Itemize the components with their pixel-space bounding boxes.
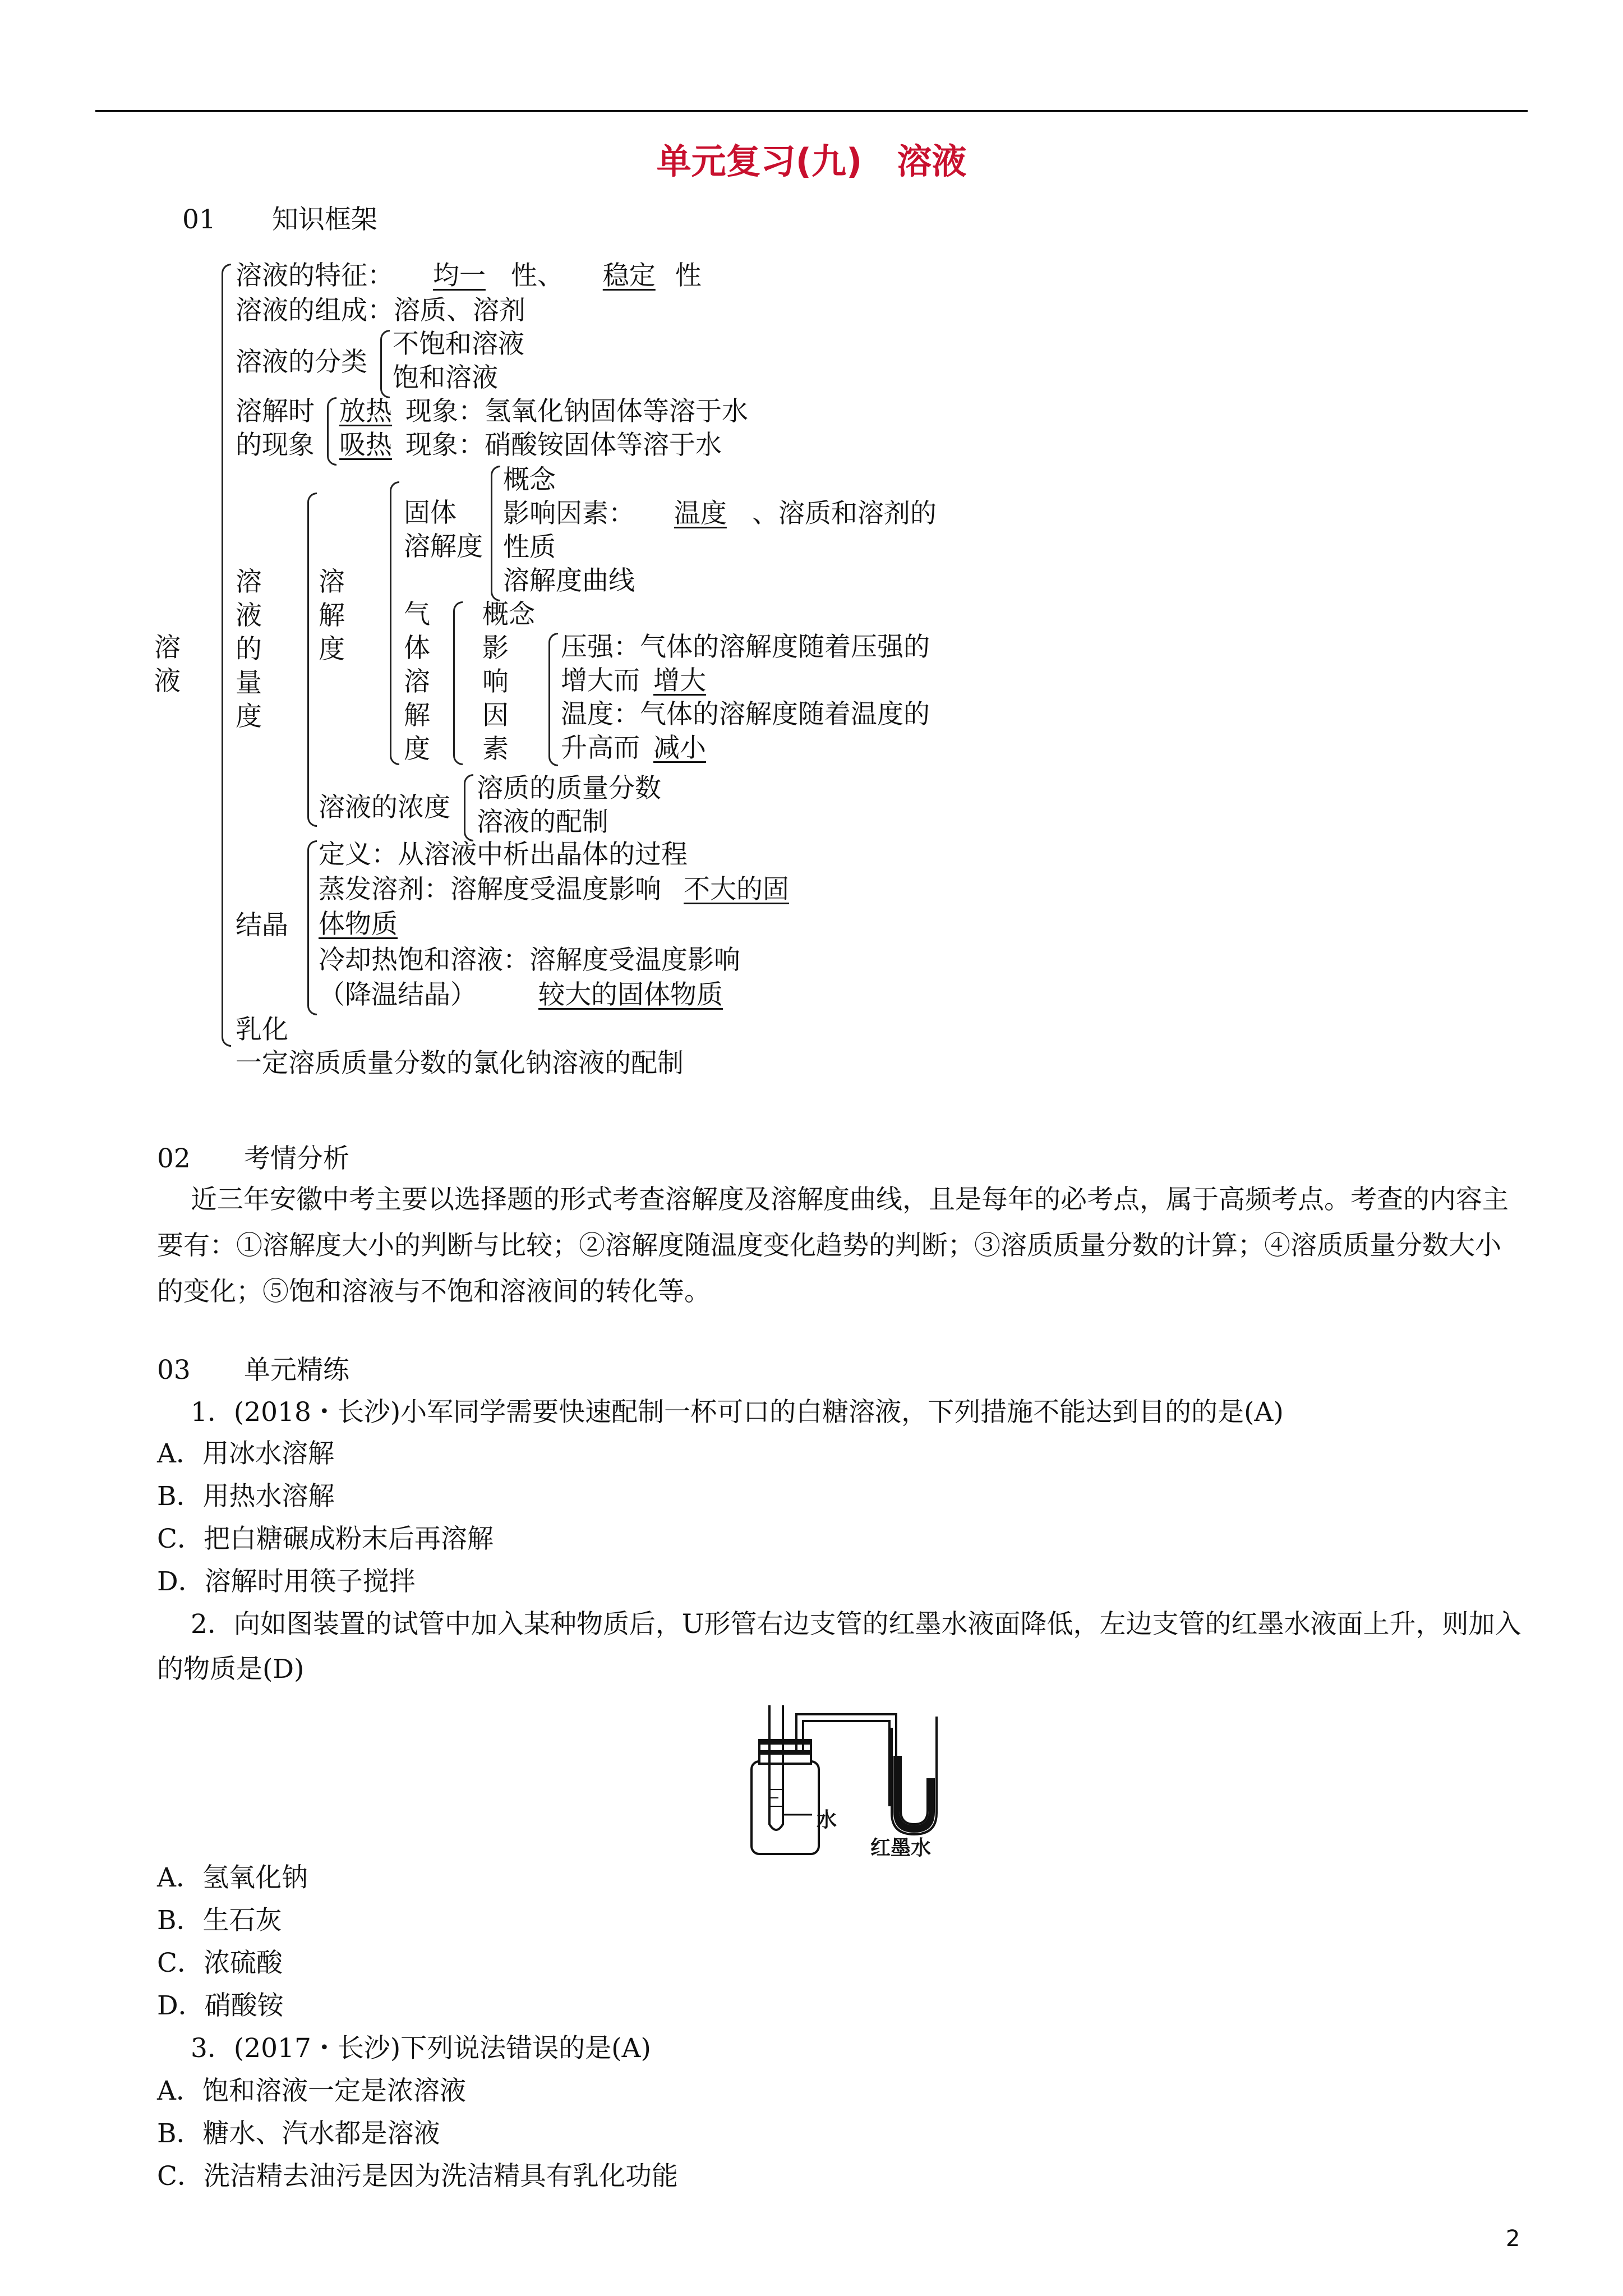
crystallization-item: （降温结晶） 较大的固体物质 — [319, 979, 723, 1010]
crystallization-item: 冷却热饱和溶液：溶解度受温度影响 — [319, 945, 740, 976]
amount-char: 的 — [236, 634, 262, 665]
page-number: 2 — [1506, 2226, 1520, 2252]
nacl-prep-item: 一定溶质质量分数的氯化钠溶液的配制 — [236, 1048, 684, 1079]
gas-factor-item: 压强：气体的溶解度随着压强的 — [561, 632, 930, 662]
cool-blank: 较大的固体物质 — [538, 979, 723, 1010]
classify-label: 溶液的分类 — [236, 347, 367, 378]
solubility-char: 度 — [319, 634, 345, 665]
feature-line: 溶液的特征： 均一 性、 稳定 性 — [236, 260, 702, 291]
concentration-item: 溶质的质量分数 — [477, 773, 661, 804]
solid-factor-blank: 温度 — [674, 498, 727, 529]
gas-brace — [453, 601, 463, 765]
option: C．洗洁精去油污是因为洗洁精具有乳化功能 — [157, 2161, 678, 2192]
section-label: 考情分析 — [244, 1143, 349, 1174]
red-ink-label: 红墨水 — [870, 1837, 932, 1860]
crystallization-item: 蒸发溶剂：溶解度受温度影响 不大的固 — [319, 874, 789, 905]
solid-item: 溶解度曲线 — [503, 565, 635, 596]
amount-char: 量 — [236, 668, 262, 698]
question-stem: 1．(2018・长沙)小军同学需要快速配制一杯可口的白糖溶液，下列措施不能达到目的的是(A) — [191, 1397, 1284, 1428]
page-title: 单元复习(九) 溶液 — [656, 141, 967, 182]
gas-temp-blank: 减小 — [653, 733, 706, 763]
solubility-char: 溶 — [319, 567, 345, 597]
phenomena-item: 吸热 现象：硝酸铵固体等溶于水 — [339, 430, 722, 461]
solid-label: 固体 — [404, 498, 457, 528]
option: D．硝酸铵 — [157, 1990, 284, 2021]
gas-factor-item: 温度：气体的溶解度随着温度的 — [561, 699, 930, 730]
solubility-char: 解 — [319, 600, 345, 631]
composition-line: 溶液的组成：溶质、溶剂 — [236, 295, 525, 326]
gas-char: 度 — [404, 734, 430, 765]
feature-blank-b: 稳定 — [602, 260, 656, 291]
phenomena-label: 的现象 — [236, 430, 315, 461]
water-label: 水 — [817, 1809, 837, 1832]
evap-blank-cont: 体物质 — [319, 909, 398, 940]
amount-brace — [307, 493, 317, 827]
section-label: 单元精练 — [244, 1355, 349, 1386]
option: C．把白糖碾成粉末后再溶解 — [157, 1524, 494, 1554]
question-stem: 3．(2017・长沙)下列说法错误的是(A) — [191, 2033, 651, 2064]
root-brace — [222, 264, 231, 1047]
gas-pressure-blank: 增大 — [653, 665, 706, 696]
classify-item: 不饱和溶液 — [393, 329, 524, 360]
question-stem: 2．向如图装置的试管中加入某种物质后，U形管右边支管的红墨水液面降低，左边支管的红墨水液面上升，则加入的物质是(D) — [157, 1609, 1521, 1685]
gas-factor-char: 响 — [482, 666, 509, 697]
solid-item: 影响因素： 温度 、溶质和溶剂的 — [503, 498, 937, 529]
amount-char: 度 — [236, 701, 262, 732]
classify-brace — [380, 330, 390, 398]
concentration-label: 溶液的浓度 — [319, 792, 450, 823]
amount-char: 液 — [236, 600, 262, 631]
crystallization-brace — [307, 840, 317, 1015]
concentration-brace — [464, 774, 473, 841]
evap-blank: 不大的固 — [684, 874, 789, 905]
top-rule — [95, 110, 1528, 112]
option: A．用冰水溶解 — [157, 1438, 334, 1469]
apparatus-figure — [723, 1694, 959, 1860]
feature-blank-a: 均一 — [432, 260, 486, 291]
gas-item: 概念 — [482, 599, 535, 630]
root-char-1: 溶 — [154, 632, 181, 663]
section-number: 01 — [182, 204, 216, 235]
classify-item: 饱和溶液 — [393, 362, 498, 393]
option: B．糖水、汽水都是溶液 — [157, 2118, 440, 2149]
gas-factor-item: 升高而 减小 — [561, 733, 706, 763]
gas-factor-char: 影 — [482, 633, 509, 664]
crystallization-item — [319, 908, 398, 941]
phenomena-label: 溶解时 — [236, 396, 315, 427]
option: B．生石灰 — [157, 1905, 282, 1936]
option: D．溶解时用筷子搅拌 — [157, 1566, 416, 1597]
solid-brace — [491, 466, 500, 601]
option: A．饱和溶液一定是浓溶液 — [157, 2076, 466, 2106]
solid-label: 溶解度 — [404, 531, 483, 562]
section-label: 知识框架 — [272, 204, 377, 235]
gas-factor-brace — [548, 633, 558, 766]
root-char-2: 液 — [154, 666, 181, 697]
analysis-paragraph: 近三年安徽中考主要以选择题的形式考查溶解度及溶解度曲线，且是每年的必考点，属于高频考点。考查的内容主要有：①溶解度大小的判断与比较；②溶解度随温度变化趋势的判断；③溶质质量分数的计算；④溶质质量分数大小的变化；⑤饱和溶液与不饱和溶液间的转化等。 — [157, 1184, 1509, 1307]
gas-factor-char: 素 — [482, 734, 509, 765]
option: A．氢氧化钠 — [157, 1862, 308, 1893]
gas-char: 气 — [404, 599, 430, 630]
emulsify-item: 乳化 — [236, 1014, 288, 1045]
gas-char: 解 — [404, 700, 430, 731]
concentration-item: 溶液的配制 — [477, 807, 608, 838]
gas-factor-item: 增大而 增大 — [561, 665, 706, 696]
phenomena-brace — [327, 397, 336, 466]
gas-char: 溶 — [404, 666, 430, 697]
solubility-brace — [390, 481, 399, 765]
option: C．浓硫酸 — [157, 1948, 283, 1978]
crystallization-label: 结晶 — [236, 910, 288, 941]
phenomena-item: 放热 现象：氢氧化钠固体等溶于水 — [339, 396, 748, 427]
solid-item: 性质 — [503, 532, 556, 563]
section-number: 02 — [157, 1143, 191, 1174]
crystallization-item: 定义：从溶液中析出晶体的过程 — [319, 839, 688, 870]
option: B．用热水溶解 — [157, 1481, 335, 1512]
gas-char: 体 — [404, 633, 430, 664]
gas-factor-char: 因 — [482, 700, 509, 731]
solid-item: 概念 — [503, 464, 556, 495]
section-number: 03 — [157, 1355, 191, 1386]
amount-char: 溶 — [236, 567, 262, 597]
